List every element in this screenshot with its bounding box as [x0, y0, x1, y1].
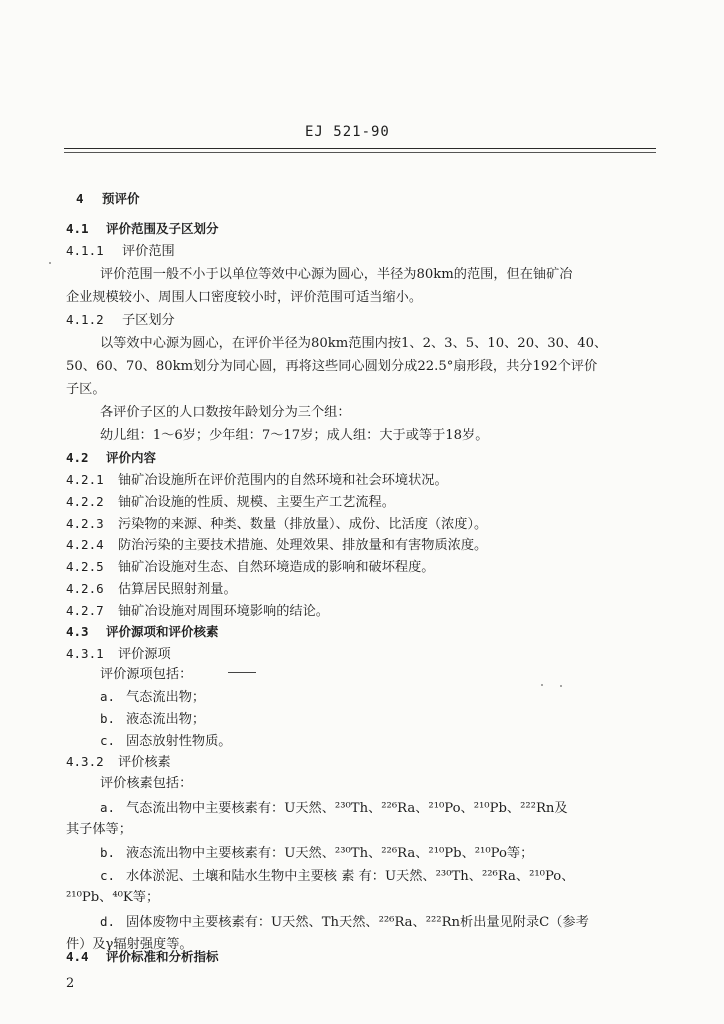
section-heading-4-1: [66, 220, 219, 238]
paragraph-line: 各评价子区的人口数按年龄划分为三个组：: [100, 405, 351, 420]
nuclide-list-b: [100, 844, 533, 863]
section-number: 4: [76, 191, 84, 206]
list-text: 固态放射性物质。: [126, 734, 232, 749]
scan-dash-mark: [228, 672, 256, 673]
paragraph-line: 评价源项包括：: [100, 667, 193, 682]
section-title: 评价标准和分析指标: [106, 949, 219, 964]
list-item-c: [100, 732, 232, 751]
nuclide-list-a: [100, 799, 568, 818]
paragraph-line: 50、60、70、80km划分为同心圆，再将这些同心圆划分成22.5°扇形段，共分192个评价: [66, 359, 598, 374]
paragraph-line: ²¹⁰Pb、⁴⁰K等；: [66, 890, 160, 905]
clause-number: 4.2.2: [66, 494, 104, 509]
section-heading-4-2: [66, 449, 156, 467]
section-title: 评价范围: [122, 244, 175, 259]
list-marker: c.: [100, 733, 116, 748]
section-heading-4-4: [66, 948, 219, 966]
section-number: 4.1.2: [66, 312, 104, 327]
clause-number: 4.2.5: [66, 559, 104, 574]
clause-text: 铀矿冶设施对周围环境影响的结论。: [118, 604, 329, 619]
subsection-heading-4-3-2: [66, 753, 171, 772]
clause-4-2-2: [66, 493, 395, 512]
section-number: 4.3.2: [66, 754, 104, 769]
clause-text: 污染物的来源、种类、数量（排放量）、成份、比活度（浓度）。: [118, 517, 488, 532]
clause-number: 4.2.6: [66, 581, 104, 596]
paragraph-line: 子区。: [66, 382, 106, 397]
page-number: 2: [66, 976, 75, 991]
list-item-a: [100, 688, 205, 707]
list-text: 水体淤泥、土壤和陆水生物中主要核 素 有：U天然、²³⁰Th、²²⁶Ra、²¹⁰Po、: [126, 869, 575, 884]
section-heading-4: [76, 190, 140, 208]
header-rule-thin: [64, 152, 656, 153]
clause-text: 铀矿冶设施所在评价范围内的自然环境和社会环境状况。: [118, 473, 448, 488]
scan-speck: [560, 685, 562, 687]
list-text: 固体废物中主要核素有：U天然、Th天然、²²⁶Ra、²²²Rn析出量见附录C（参考: [126, 915, 589, 930]
section-title: 子区划分: [122, 313, 175, 328]
clause-number: 4.2.4: [66, 537, 104, 552]
section-title: 评价内容: [106, 450, 157, 465]
nuclide-list-c: [100, 867, 574, 886]
clause-4-2-7: [66, 602, 329, 621]
paragraph-line: 评价范围一般不小于以单位等效中心源为圆心，半径为80km的范围，但在铀矿冶: [100, 267, 573, 282]
nuclide-list-d: [100, 913, 589, 932]
list-marker: b.: [100, 711, 116, 726]
document-code-header: EJ 521-90: [305, 124, 390, 140]
section-number: 4.1.1: [66, 243, 104, 258]
clause-4-2-3: [66, 515, 487, 534]
subsection-heading-4-1-1: [66, 242, 175, 261]
clause-4-2-5: [66, 558, 435, 577]
paragraph-line: 企业规模较小、周围人口密度较小时，评价范围可适当缩小。: [66, 290, 423, 305]
list-text: 气态流出物中主要核素有：U天然、²³⁰Th、²²⁶Ra、²¹⁰Po、²¹⁰Pb、²²²Rn及: [126, 801, 568, 816]
clause-text: 铀矿冶设施对生态、自然环境造成的影响和破坏程度。: [118, 560, 435, 575]
section-title: 评价核素: [118, 755, 171, 770]
section-title: 评价源项: [118, 647, 171, 662]
list-text: 液态流出物；: [126, 712, 206, 727]
list-marker: d.: [100, 914, 116, 929]
clause-number: 4.2.7: [66, 603, 104, 618]
section-number: 4.4: [66, 949, 89, 964]
paragraph-line: 件）及γ辐射强度等。: [66, 937, 193, 952]
scan-speck: [49, 262, 51, 264]
section-title: 评价源项和评价核素: [106, 624, 219, 639]
section-number: 4.1: [66, 221, 89, 236]
paragraph-line: 幼儿组：1～6岁；少年组：7～17岁；成人组：大于或等于18岁。: [100, 428, 489, 443]
list-marker: b.: [100, 845, 116, 860]
clause-4-2-6: [66, 580, 237, 599]
paragraph-line: 其子体等；: [66, 822, 132, 837]
section-number: 4.2: [66, 450, 89, 465]
clause-4-2-4: [66, 536, 487, 555]
list-marker: a.: [100, 689, 116, 704]
section-number: 4.3: [66, 624, 89, 639]
list-marker: c.: [100, 868, 116, 883]
header-rule: [64, 148, 656, 149]
list-item-b: [100, 710, 205, 729]
scan-speck: [541, 684, 543, 686]
paragraph-line: 评价核素包括：: [100, 776, 193, 791]
list-text: 液态流出物中主要核素有：U天然、²³⁰Th、²²⁶Ra、²¹⁰Pb、²¹⁰Po等；: [126, 846, 534, 861]
list-marker: a.: [100, 800, 116, 815]
subsection-heading-4-3-1: [66, 645, 171, 664]
subsection-heading-4-1-2: [66, 311, 175, 330]
section-title: 预评价: [102, 191, 140, 206]
section-heading-4-3: [66, 623, 219, 641]
list-text: 气态流出物；: [126, 690, 206, 705]
section-number: 4.3.1: [66, 646, 104, 661]
paragraph-line: 以等效中心源为圆心，在评价半径为80km范围内按1、2、3、5、10、20、30、40、: [100, 336, 608, 351]
clause-text: 铀矿冶设施的性质、规模、主要生产工艺流程。: [118, 495, 395, 510]
clause-4-2-1: [66, 471, 448, 490]
clause-text: 估算居民照射剂量。: [118, 582, 237, 597]
clause-number: 4.2.1: [66, 472, 104, 487]
clause-number: 4.2.3: [66, 516, 104, 531]
clause-text: 防治污染的主要技术措施、处理效果、排放量和有害物质浓度。: [118, 538, 488, 553]
section-title: 评价范围及子区划分: [106, 221, 219, 236]
